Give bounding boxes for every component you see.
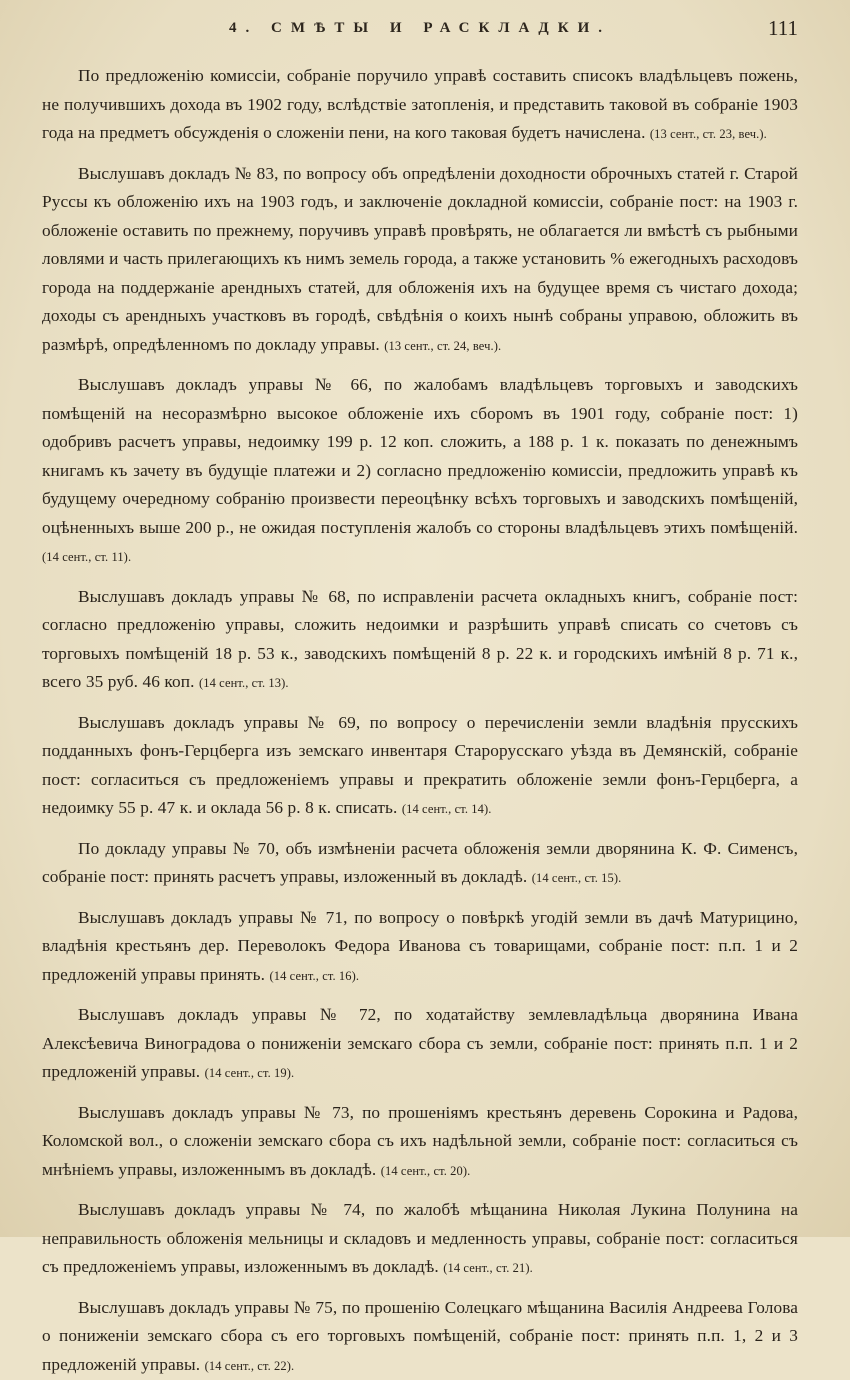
paragraph: [42, 1196, 798, 1283]
page-body: [42, 62, 798, 1380]
paragraph-text: Выслушавъ докладъ № 83, по вопросу объ опредѣленіи доходности оброчныхъ статей г. Старой Руссы къ обложенію ихъ на 1903 годъ, и заключеніе докладной комиссіи, собраніе пост: на 1903 г. обложеніе оставить по прежнему, поручивъ управѣ провѣрять, не облагается ли вмѣстѣ съ рыбными ловлями и часть прилегающихъ къ нимъ земель города, а также установить % ежегодныхъ расходовъ города на поддержаніе арендныхъ статей, для обложенія ихъ на будущее время съ чистаго дохода; доходы съ арендныхъ участковъ въ городѣ, свѣдѣнія о коихъ нынѣ собраны управою, обложить въ размѣрѣ, опредѣленномъ по докладу управы.: [42, 164, 798, 354]
paragraph-text: Выслушавъ докладъ управы № 66, по жалобамъ владѣльцевъ торговыхъ и заводскихъ помѣщеній на несоразмѣрно высокое обложеніе ихъ сборомъ въ 1901 году, собраніе пост: 1) одобривъ расчетъ управы, недоимку 199 р. 12 коп. сложить, а 188 р. 1 к. показать по денежнымъ книгамъ къ зачету въ будущіе платежи и 2) согласно предложенію комиссіи, предложить управѣ къ будущему очередному собранію произвести переоцѣнку всѣхъ торговыхъ и заводскихъ помѣщеній, оцѣненныхъ выше 200 р., не ожидая поступленія жалобъ со стороны владѣльцевъ этихъ помѣщеній.: [42, 375, 798, 537]
session-reference: (14 сент., ст. 13).: [199, 676, 289, 690]
paragraph: [42, 1099, 798, 1186]
paragraph: [42, 1294, 798, 1380]
paragraph-text: Выслушавъ докладъ управы № 72, по ходатайству землевладѣльца дворянина Ивана Алексѣевича Виноградова о пониженіи земскаго сбора съ земли, собраніе пост: принять п.п. 1 и 2 предложеній управы.: [42, 1005, 798, 1081]
paragraph: [42, 1001, 798, 1088]
paragraph: [42, 160, 798, 361]
session-reference: (14 сент., ст. 15).: [532, 871, 622, 885]
paragraph-text: По докладу управы № 70, объ измѣненіи расчета обложенія земли дворянина К. Ф. Сименсъ, собраніе пост: принять расчетъ управы, изложенный въ докладѣ.: [42, 839, 798, 887]
paragraph-text: По предложенію комиссіи, собраніе поручило управѣ составить списокъ владѣльцевъ пожень, не получившихъ дохода въ 1902 году, вслѣдствіе затопленія, и представить таковой въ собраніе 1903 года на предметъ обсужденія о сложеніи пени, на кого таковая будетъ начислена.: [42, 66, 798, 142]
paragraph: [42, 371, 798, 572]
session-reference: (13 сент., ст. 23, веч.).: [650, 127, 767, 141]
paragraph: [42, 709, 798, 824]
paragraph-text: Выслушавъ докладъ управы № 74, по жалобѣ мѣщанина Николая Лукина Полунина на неправильность обложенія мельницы и складовъ и медленность управы, собраніе пост: согласиться съ предложеніемъ управы, изложеннымъ въ докладѣ.: [42, 1200, 798, 1276]
paragraph-text: Выслушавъ докладъ управы № 71, по вопросу о повѣркѣ угодій земли въ дачѣ Матурицино, владѣнія крестьянъ дер. Переволокъ Федора Иванова съ товарищами, собраніе пост: п.п. 1 и 2 предложеній управы принять.: [42, 908, 798, 984]
page-header: [42, 18, 798, 48]
session-reference: (14 сент., ст. 22).: [205, 1359, 295, 1373]
session-reference: (14 сент., ст. 19).: [205, 1066, 295, 1080]
session-reference: (14 сент., ст. 14).: [402, 802, 492, 816]
paragraph: [42, 835, 798, 893]
paragraph: [42, 62, 798, 149]
paragraph: [42, 583, 798, 698]
paragraph-text: Выслушавъ докладъ управы № 73, по прошеніямъ крестьянъ деревень Сорокина и Радова, Коломской вол., о сложеніи земскаго сбора съ ихъ надѣльной земли, собраніе пост: согласиться съ мнѣніемъ управы, изложеннымъ въ докладѣ.: [42, 1103, 798, 1179]
paragraph: [42, 904, 798, 991]
running-title: 4. СМѢТЫ И РАСКЛАДКИ.: [42, 20, 798, 37]
session-reference: (14 сент., ст. 11).: [42, 550, 131, 564]
session-reference: (14 сент., ст. 21).: [443, 1261, 533, 1275]
paragraph-text: Выслушавъ докладъ управы № 69, по вопросу о перечисленіи земли владѣнія прусскихъ подданныхъ фонъ-Герцберга изъ земскаго инвентаря Старорусскаго уѣзда въ Демянскій, собраніе пост: согласиться съ предложеніемъ управы и прекратить обложеніе земли фонъ-Герцберга, а недоимку 55 р. 47 к. и оклада 56 р. 8 к. списать.: [42, 713, 798, 818]
session-reference: (13 сент., ст. 24, веч.).: [384, 339, 501, 353]
session-reference: (14 сент., ст. 16).: [269, 969, 359, 983]
page-number: 111: [768, 16, 798, 41]
session-reference: (14 сент., ст. 20).: [381, 1164, 471, 1178]
paragraph-text: Выслушавъ докладъ управы № 68, по исправленіи расчета окладныхъ книгъ, собраніе пост: согласно предложенію управы, сложить недоимки и разрѣшить управѣ списать со счетовъ съ торговыхъ помѣщеній 18 р. 53 к., заводскихъ помѣщеній 8 р. 22 к. и городскихъ имѣній 8 р. 71 к., всего 35 руб. 46 коп.: [42, 587, 798, 692]
paragraph-text: Выслушавъ докладъ управы № 75, по прошенію Солецкаго мѣщанина Василія Андреева Голова о пониженіи земскаго сбора съ его торговыхъ помѣщеній, собраніе пост: принять п.п. 1, 2 и 3 предложеній управы.: [42, 1298, 798, 1374]
